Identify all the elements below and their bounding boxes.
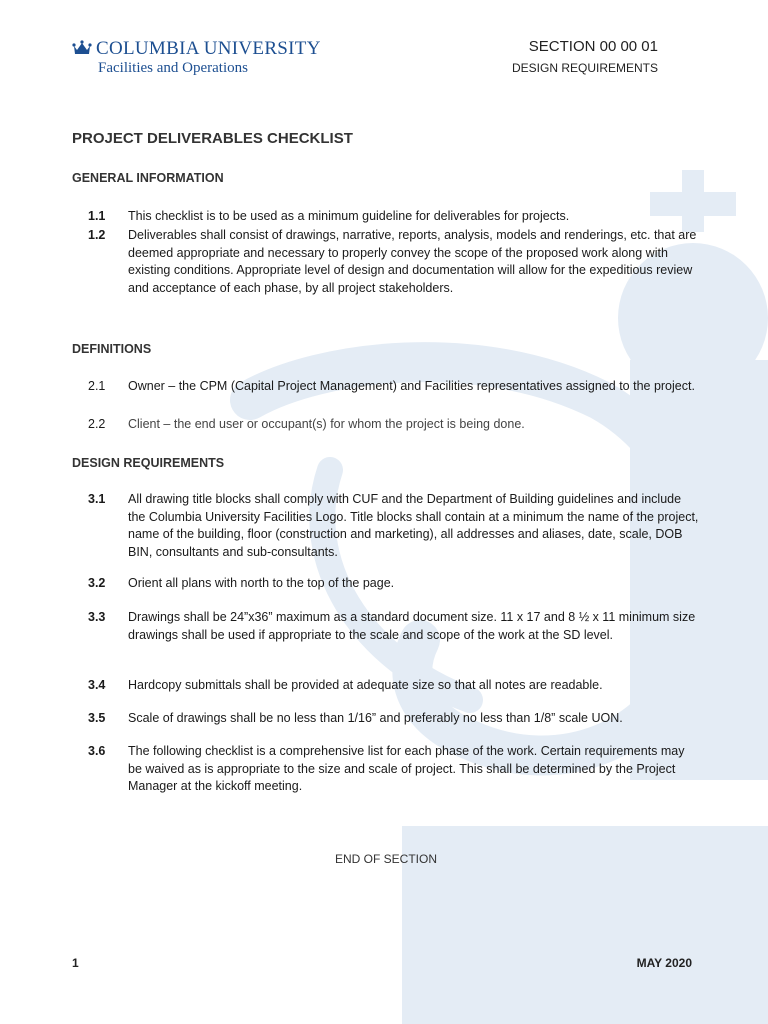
item-text: This checklist is to be used as a minimum guideline for deliverables for projects. [128,209,570,223]
item-number: 2.2 [88,417,106,431]
section-subtitle: DESIGN REQUIREMENTS [511,61,658,75]
item-number: 1.1 [88,209,106,223]
logo-department-name: Facilities and Operations [98,60,248,76]
item-text: Owner – the CPM (Capital Project Management) and Facilities representatives assigned to the project. [128,379,695,393]
logo-university-name: COLUMBIA UNIVERSITY [96,38,321,59]
item-text: Client – the end user or occupant(s) for whom the project is being done. [128,417,525,431]
item-text: Scale of drawings shall be no less than 1/16” and preferably no less than 1/8” scale UON. [128,711,623,725]
crown-icon [72,40,92,56]
item-number: 3.6 [88,744,106,758]
item-text: Deliverables shall consist of drawings, narrative, reports, analysis, models and renderings, etc. that are deemed appropriate and necessary to properly convey the scope of the proposed work along with existing conditions. Appropriate level of design and documentation will allow for the expeditious review and acceptance of each phase, by all project stakeholders. [128,228,697,295]
item-number: 3.1 [88,492,106,506]
item-text: Orient all plans with north to the top of the page. [128,576,395,590]
general-heading: GENERAL INFORMATION [72,171,224,185]
item-text: Drawings shall be 24”x36” maximum as a standard document size. 11 x 17 and 8 ½ x 11 minimum size drawings shall be used if appropriate to the scale and scope of the work at the SD level. [128,610,696,642]
design-heading: DESIGN REQUIREMENTS [72,456,225,470]
item-number: 2.1 [88,379,106,393]
item-number: 3.2 [88,576,106,590]
university-logo [72,38,321,82]
item-text: All drawing title blocks shall comply with CUF and the Department of Building guidelines and include the Columbia University Facilities Logo. Title blocks shall contain at a minimum the name of the project, name of the building, floor (construction and marketing), all addresses and aliases, date, scale, DOB BIN, consultants and sub-consultants. [128,492,699,559]
item-text: Hardcopy submittals shall be provided at adequate size so that all notes are readable. [128,678,603,692]
definitions-heading: DEFINITIONS [72,342,152,356]
item-number: 3.3 [88,610,106,624]
section-number: SECTION 00 00 01 [528,38,658,55]
end-of-section: END OF SECTION [334,852,437,866]
item-number: 1.2 [88,228,106,242]
item-number: 3.4 [88,678,106,692]
page-number: 1 [72,956,79,970]
document-title: PROJECT DELIVERABLES CHECKLIST [72,130,353,147]
footer-date: MAY 2020 [636,956,692,970]
item-text: The following checklist is a comprehensive list for each phase of the work. Certain requirements may be waived as is appropriate to the size and scale of project. This shall be determined by the Project Manager at the kickoff meeting. [128,744,685,793]
item-number: 3.5 [88,711,106,725]
